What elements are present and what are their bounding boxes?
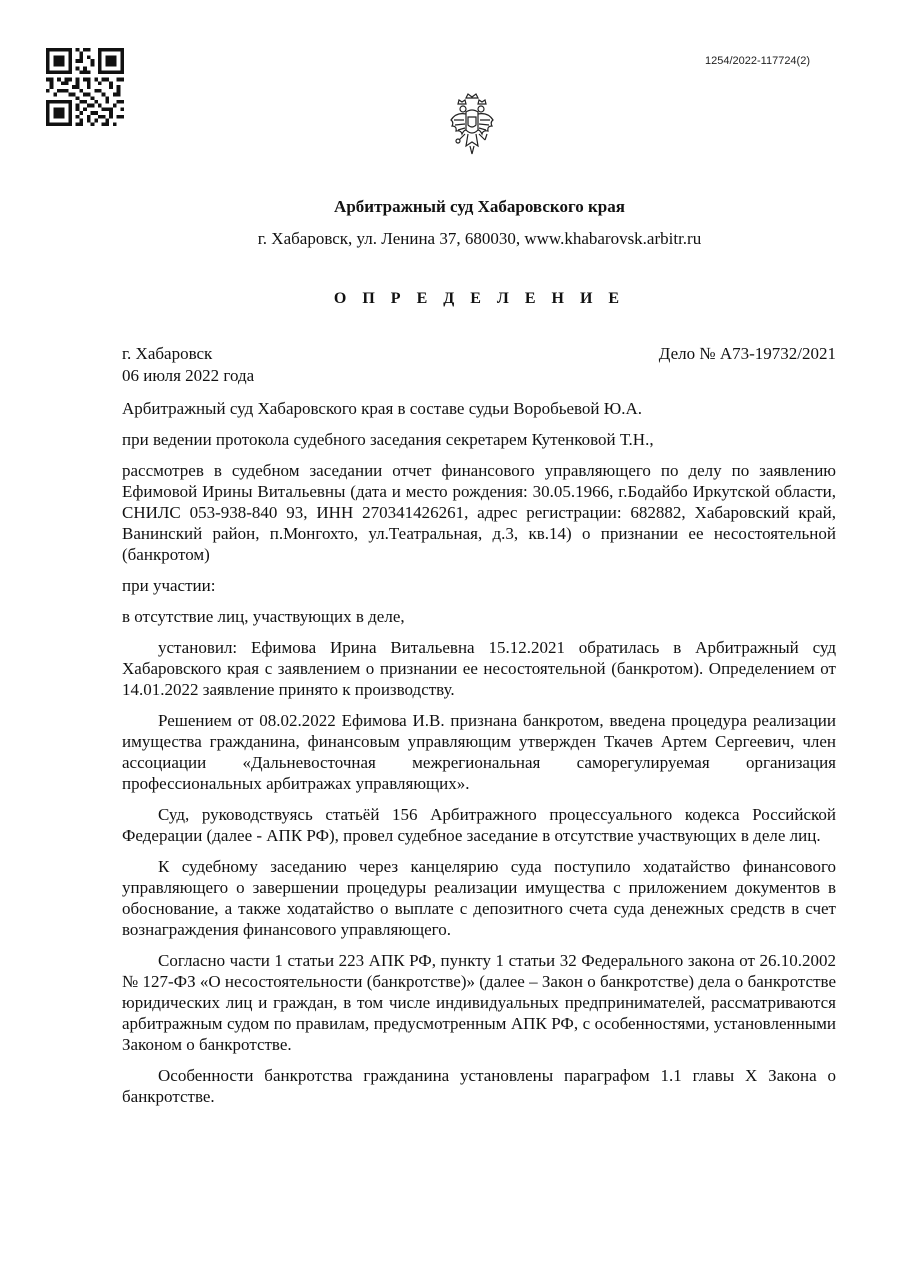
document-date: 06 июля 2022 года <box>122 366 255 385</box>
paragraph-secretary: при ведении протокола судебного заседания секретарем Кутенковой Т.Н., <box>122 430 654 449</box>
court-address: г. Хабаровск, ул. Ленина 37, 680030, www.khabarovsk.arbitr.ru <box>257 229 702 248</box>
qr-code-icon <box>46 48 124 126</box>
case-id-stamp: 1254/2022-117724(2) <box>705 55 810 67</box>
paragraph-law-reference: Согласно части 1 статьи 223 АПК РФ, пункту 1 статьи 32 Федерального закона от 26.10.2002 № 127-ФЗ «О несостоятельности (банкротстве)» (далее – Закон о банкротстве) дела о банкротстве юридических лиц и граждан, в том числе индивидуальных предпринимателей, рассматриваются арбитражным судом по правилам, предусмотренным АПК РФ, с особенностями, установленными Законом о банкротстве. <box>122 951 836 1054</box>
paragraph-participation: при участии: <box>122 576 216 595</box>
document-body <box>122 398 836 1117</box>
case-number: Дело № А73-19732/2021 <box>658 344 836 363</box>
paragraph-petition: К судебному заседанию через канцелярию суда поступило ходатайство финансового управляющего о завершении процедуры реализации имущества с приложением документов в обоснование, а также ходатайство о выплате с депозитного счета суда денежных средств в счет вознаграждения финансового управляющего. <box>122 857 836 939</box>
paragraph-court-guided: Суд, руководствуясь статьёй 156 Арбитражного процессуального кодекса Российской Федерации (далее - АПК РФ), провел судебное заседание в отсутствие участвующих в деле лиц. <box>122 805 836 845</box>
paragraph-bankruptcy-features: Особенности банкротства гражданина установлены параграфом 1.1 главы X Закона о банкротстве. <box>122 1066 836 1106</box>
paragraph-court-composition: Арбитражный суд Хабаровского края в составе судьи Воробьевой Ю.А. <box>122 399 643 418</box>
paragraph-considering: рассмотрев в судебном заседании отчет финансового управляющего по делу по заявлению Ефимовой Ирины Витальевны (дата и место рождения: 30.05.1966, г.Бодайбо Иркутской области, СНИЛС 053-938-840 93, ИНН 270341426261, адрес регистрации: 682882, Хабаровский край, Ванинский район, п.Монгохто, ул.Театральная, д.3, кв.14) о признании ее несостоятельной (банкротом) <box>122 461 836 564</box>
paragraph-decision: Решением от 08.02.2022 Ефимова И.В. признана банкротом, введена процедура реализации имущества гражданина, финансовым управляющим утвержден Ткачев Артем Сергеевич, член ассоциации «Дальневосточная межрегиональная саморегулируемая организация профессиональных арбитражах управляющих». <box>122 711 836 793</box>
paragraph-established: установил: Ефимова Ирина Витальевна 15.12.2021 обратилась в Арбитражный суд Хабаровского края с заявлением о признании ее несостоятельной (банкротом). Определением от 14.01.2022 заявление принято к производству. <box>122 638 836 699</box>
coat-of-arms-icon <box>448 90 496 158</box>
document-city: г. Хабаровск <box>122 344 213 363</box>
court-name: Арбитражный суд Хабаровского края <box>334 197 625 216</box>
document-title: О П Р Е Д Е Л Е Н И Е <box>333 290 626 307</box>
paragraph-absence: в отсутствие лиц, участвующих в деле, <box>122 607 405 626</box>
